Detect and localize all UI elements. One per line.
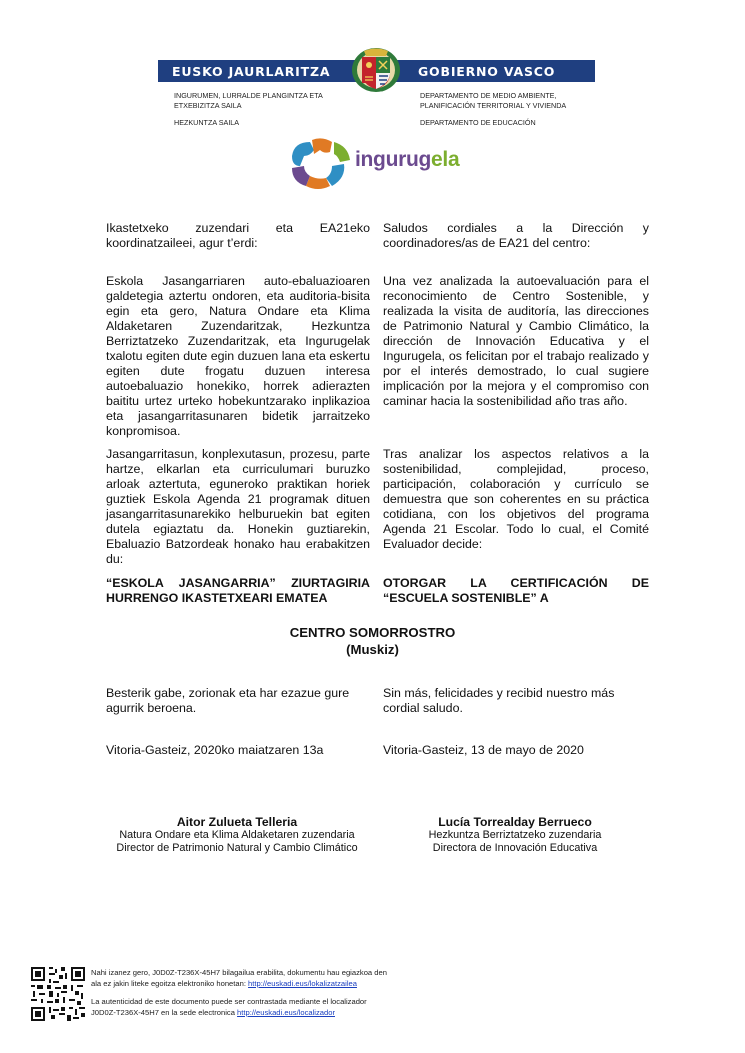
government-name-basque: EUSKO JAURLARITZA bbox=[172, 64, 331, 79]
ingurugela-logo-text bbox=[355, 148, 459, 172]
footer-link-basque[interactable]: http://euskadi.eus/lokalizatzailea bbox=[248, 978, 357, 988]
footer-authenticity-basque bbox=[91, 968, 391, 989]
footer-authenticity-spanish bbox=[91, 997, 391, 1018]
government-name-spanish: GOBIERNO VASCO bbox=[418, 64, 556, 79]
greeting-basque: Ikastetxeko zuzendari eta EA21eko koordinatzaileei, agur t’erdi: bbox=[106, 221, 370, 250]
paragraph-evaluation-basque: Eskola Jasangarriaren auto-ebaluazioaren galdetegia aztertu ondoren, eta auditoria-bisita egin eta gero, Natura Ondare eta Klima Aldaketaren Zuzendaritzak, Hezkuntza Berriztatzeko Zuzendaritzak, eta Ingurugelak txalotu egiten dute egin duzuen lana eta eskertu egiten dute frogatu duzuen interesa autoebaluazio honekiko, horrek adierazten baititu urtez urteko hobekuntzarako inplikazioa eta jasangarritasunaren bidetik jarraitzeko konpromisoa. bbox=[106, 274, 370, 438]
closing-spanish: Sin más, felicidades y recibid nuestro más cordial saludo. bbox=[383, 686, 615, 715]
school-name: CENTRO SOMORROSTRO bbox=[289, 625, 456, 640]
date-basque: Vitoria-Gasteiz, 2020ko maiatzaren 13a bbox=[106, 743, 324, 757]
signatory-left-role-spanish: Director de Patrimonio Natural y Cambio Climático bbox=[116, 842, 358, 854]
date-spanish: Vitoria-Gasteiz, 13 de mayo de 2020 bbox=[383, 743, 584, 757]
footer-text-spanish: La autenticidad de este documento puede ser contrastada mediante el localizador J0D0Z-T236X-45H7 en la sede electronica bbox=[91, 997, 367, 1017]
department-environment-spanish: DEPARTAMENTO DE MEDIO AMBIENTE, PLANIFICACIÓN TERRITORIAL Y VIVIENDA bbox=[420, 91, 567, 110]
decision-spanish: OTORGAR LA CERTIFICACIÓN DE “ESCUELA SOSTENIBLE” A bbox=[383, 576, 649, 605]
school-town: (Muskiz) bbox=[346, 642, 399, 657]
logo-text-part1: ingurug bbox=[355, 148, 432, 171]
basque-coat-of-arms-icon bbox=[351, 45, 401, 95]
logo-text-part2: ela bbox=[431, 148, 460, 171]
signatory-right-name: Lucía Torrealday Berrueco bbox=[438, 815, 592, 829]
department-education-spanish: DEPARTAMENTO DE EDUCACIÓN bbox=[420, 118, 536, 127]
decision-basque: “ESKOLA JASANGARRIA” ZIURTAGIRIA HURRENGO IKASTETXEARI EMATEA bbox=[106, 576, 370, 605]
paragraph-analysis-basque: Jasangarritasun, konplexutasun, prozesu, parte hartze, elkarlan eta curriculumari buruzko arloak aztertuta, eguneroko praktikan horiek guztiek Eskola Agenda 21 programak dituen jasangarritasunarekiko helburuekin bat egiten dutela egiaztatu da. Honekin guztiarekin, Ebaluazio Batzordeak honako hau erabakitzen du: bbox=[106, 447, 370, 566]
footer-link-spanish[interactable]: http://euskadi.eus/localizador bbox=[237, 1007, 335, 1017]
qr-code-icon bbox=[31, 967, 85, 1021]
signatory-left-role-basque: Natura Ondare eta Klima Aldaketaren zuzendaria bbox=[119, 829, 355, 841]
paragraph-evaluation-spanish: Una vez analizada la autoevaluación para el reconocimiento de Centro Sostenible, y realizada la visita de auditoría, las direcciones de Patrimonio Natural y Cambio Climático, la dirección de Innovación Educativa y el Ingurugela, os felicitan por el trabajo realizado y por el interés demostrado, lo cual sugiere implicación por la mejora y el compromiso con caminar hacia la sostenibilidad año tras año. bbox=[383, 274, 649, 408]
department-education-basque: HEZKUNTZA SAILA bbox=[174, 118, 240, 127]
ingurugela-puzzle-logo-icon bbox=[288, 136, 352, 190]
greeting-spanish: Saludos cordiales a la Dirección y coordinadores/as de EA21 del centro: bbox=[383, 221, 649, 250]
signatory-right-role-spanish: Directora de Innovación Educativa bbox=[432, 842, 598, 854]
paragraph-analysis-spanish: Tras analizar los aspectos relativos a la sostenibilidad, complejidad, proceso, participación, colaboración y currículo se demuestra que son coherentes en su práctica cotidiana, con los objetivos del programa Agenda 21 Escolar. Todo lo cual, el Comité Evaluador decide: bbox=[383, 447, 649, 551]
signatory-left-name: Aitor Zulueta Telleria bbox=[176, 815, 298, 829]
department-environment-basque: INGURUMEN, LURRALDE PLANGINTZA ETA ETXEBIZITZA SAILA bbox=[174, 91, 323, 110]
footer-text-basque: Nahi izanez gero, J0D0Z-T236X-45H7 bilagailua erabilita, dokumentu hau egiazkoa den ala ez jakin liteke egoitza elektroniko honetan: bbox=[91, 968, 387, 988]
closing-basque: Besterik gabe, zorionak eta har ezazue gure agurrik beroena. bbox=[106, 686, 350, 715]
signatory-right-role-basque: Hezkuntza Berriztatzeko zuzendaria bbox=[428, 829, 602, 841]
